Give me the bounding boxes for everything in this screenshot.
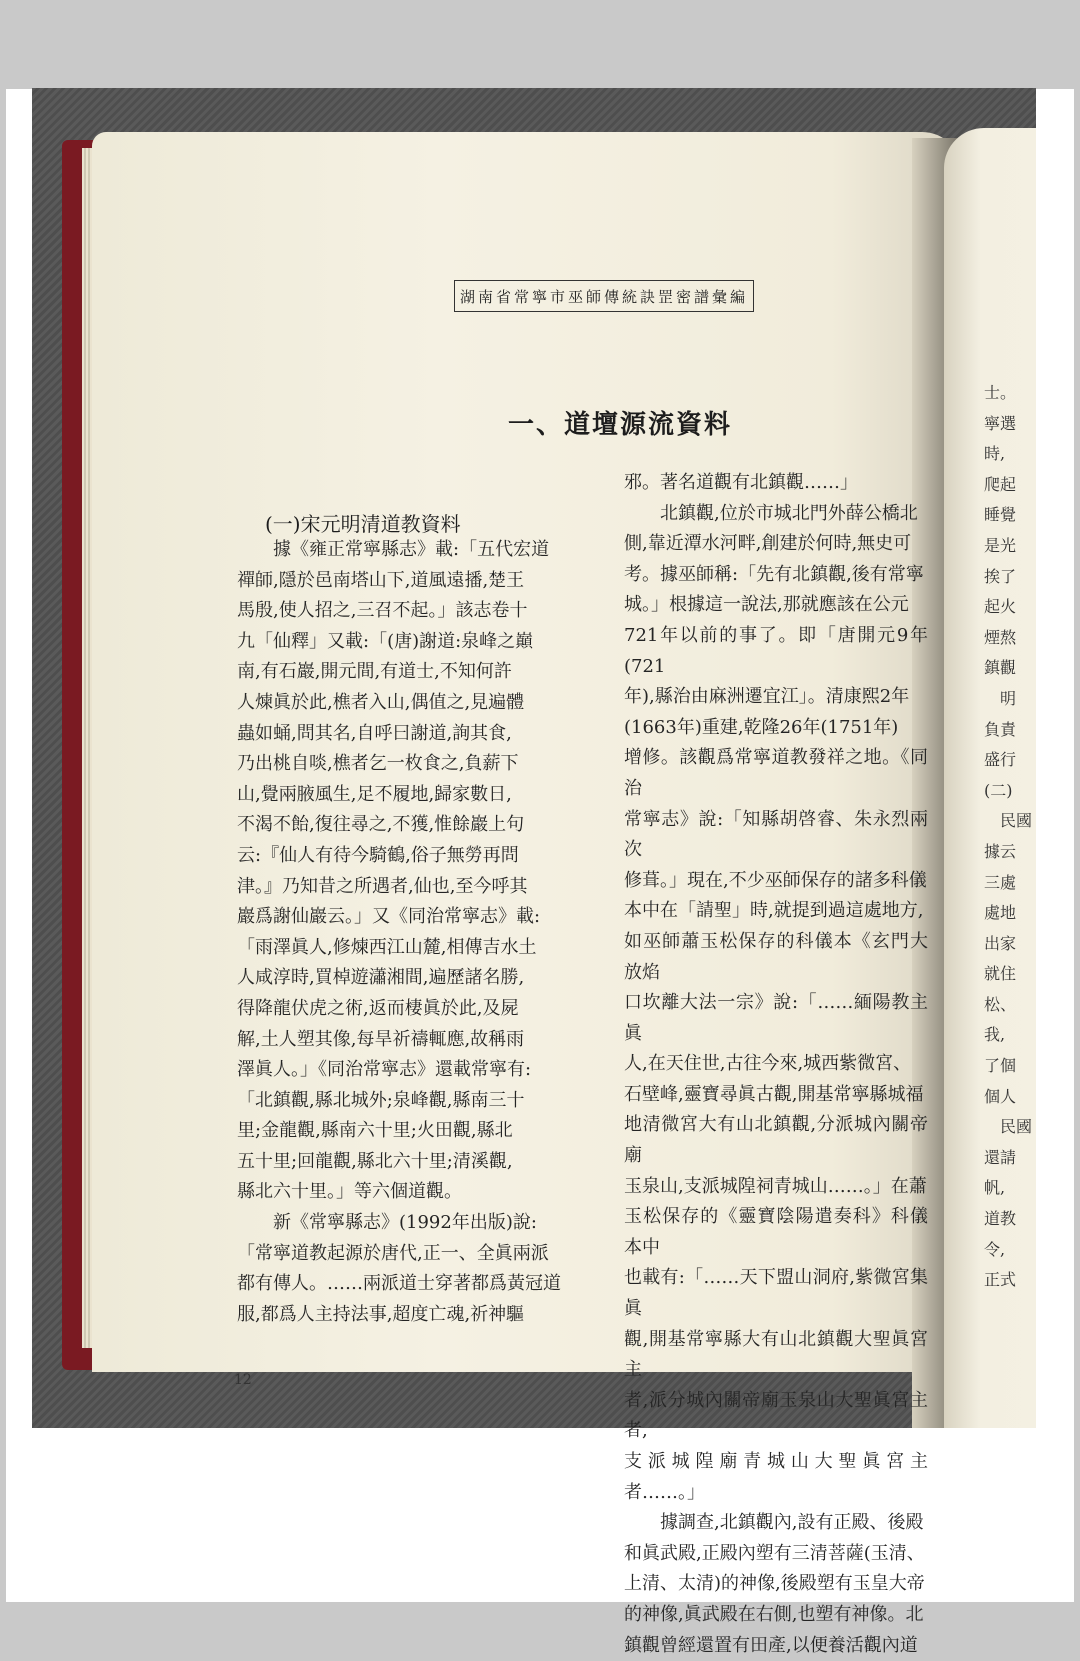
text-line: 馬殷,使人招之,三召不起。」該志卷十 — [237, 600, 528, 622]
text-line: 石壁峰,靈寶尋眞古觀,開基常寧縣城福 — [624, 1083, 924, 1105]
text-line: 721年以前的事了。即「唐開元9年(721 — [624, 624, 928, 677]
text-line: 縣北六十里。」等六個道觀。 — [237, 1181, 462, 1203]
text-line: 服,都爲人主持法事,超度亡魂,祈神驅 — [237, 1303, 525, 1325]
text-line: 蟲如蛹,問其名,自呼曰謝道,詢其食, — [237, 722, 512, 744]
text-line: 地清微宮大有山北鎮觀,分派城內關帝廟 — [624, 1114, 928, 1167]
text-line: 年),縣治由麻洲遷宜江」。清康熙2年 — [624, 686, 910, 708]
text-line: 山,覺兩腋風生,足不履地,歸家數日, — [237, 783, 512, 805]
text-line: 人咸淳時,買棹遊瀟湘間,遍歷諸名勝, — [237, 967, 525, 989]
text-line: 不渴不飴,復往尋之,不獲,惟餘巖上句 — [237, 814, 525, 836]
text-line: 南,有石巖,開元間,有道士,不知何許 — [237, 661, 512, 683]
page-number: 12 — [234, 1372, 252, 1388]
text-line: 和眞武殿,正殿內塑有三清菩薩(玉清、 — [624, 1542, 925, 1564]
fragment-line: 鎮觀 — [984, 658, 1017, 678]
text-line: 解,土人塑其像,每旱祈禱輒應,故稱雨 — [237, 1028, 525, 1050]
fragment-line: 了個 — [984, 1056, 1017, 1076]
text-line: 津。』乃知昔之所遇者,仙也,至今呼其 — [237, 875, 528, 897]
fragment-line: 處地 — [984, 903, 1017, 923]
next-page-fragment — [984, 378, 1036, 1418]
fragment-line: 睡覺 — [984, 505, 1017, 525]
fragment-line: 松、 — [984, 994, 1017, 1014]
text-line: 據《雍正常寧縣志》載:「五代宏道 — [237, 539, 550, 560]
text-line: 增修。該觀爲常寧道教發祥之地。《同治 — [624, 747, 928, 799]
text-line: 的神像,眞武殿在右側,也塑有神像。北 — [624, 1603, 924, 1625]
fragment-line: 民國 — [984, 1117, 1033, 1137]
fragment-line: 還請 — [984, 1147, 1017, 1167]
text-line: 新《常寧縣志》(1992年出版)說: — [237, 1212, 537, 1234]
text-line: 禪師,隱於邑南塔山下,道風遠播,楚王 — [237, 569, 525, 591]
fragment-line: 起火 — [984, 597, 1017, 617]
chapter-title: 一、道壇源流資料 — [508, 410, 733, 440]
text-line: 里;金龍觀,縣南六十里;火田觀,縣北 — [237, 1120, 513, 1142]
text-line: 口坎離大法一宗》說:「……緬陽教主眞 — [624, 992, 928, 1044]
fragment-line: 爬起 — [984, 474, 1017, 494]
text-line: 玉泉山,支派城隍祠青城山……。」在蕭 — [624, 1175, 927, 1197]
fragment-line: 個人 — [984, 1086, 1017, 1106]
fragment-line: 據云 — [984, 841, 1017, 861]
fragment-line: 正式 — [984, 1270, 1017, 1290]
text-line: 側,靠近潭水河畔,創建於何時,無史可 — [624, 533, 912, 555]
fragment-line: 民國 — [984, 811, 1033, 831]
fragment-line: 帆, — [984, 1178, 1006, 1198]
text-line: 支派城隍廟青城山大聖眞宮主者……。」 — [624, 1451, 928, 1503]
fragment-line: 我, — [984, 1025, 1006, 1045]
text-line: 人,在天住世,古往今來,城西紫微宮、 — [624, 1053, 912, 1075]
text-line: 觀,開基常寧縣大有山北鎮觀大聖眞宮主 — [624, 1328, 928, 1381]
text-line: 據調查,北鎮觀內,設有正殿、後殿 — [624, 1512, 924, 1534]
text-line: (1663年)重建,乾隆26年(1751年) — [624, 716, 899, 738]
text-line: 「雨澤眞人,修煉西江山麓,相傳吉水土 — [237, 936, 537, 958]
fragment-line: 明 — [984, 688, 1017, 708]
text-line: 鎮觀曾經還置有田產,以便養活觀內道 — [624, 1634, 918, 1656]
text-line: 五十里;回龍觀,縣北六十里;清溪觀, — [237, 1150, 513, 1172]
text-line: 上清、太清)的神像,後殿塑有玉皇大帝 — [624, 1573, 925, 1595]
fragment-line: 就住 — [984, 964, 1017, 984]
text-line: 常寧志》說:「知縣胡啓睿、朱永烈兩次 — [624, 808, 928, 861]
text-line: 北鎮觀,位於市城北門外薛公橋北 — [624, 502, 918, 524]
fragment-line: 士。 — [984, 383, 1017, 402]
right-text-column — [624, 468, 928, 1661]
text-line: 乃出桃自啖,樵者乞一枚食之,負薪下 — [237, 753, 519, 775]
fragment-line: 煙熬 — [984, 627, 1017, 647]
text-line: 都有傳人。……兩派道士穿著都爲黃冠道 — [237, 1273, 561, 1295]
text-line: 也載有:「……天下盟山洞府,紫微宮集眞 — [624, 1267, 928, 1320]
text-line: 人煉眞於此,樵者入山,偶值之,見遍體 — [237, 691, 525, 713]
text-line: 者,派分城內關帝廟玉泉山大聖眞宮主者, — [624, 1389, 928, 1442]
text-line: 如巫師蕭玉松保存的科儀本《玄門大放焰 — [624, 930, 928, 983]
text-line: 九「仙釋」又載:「(唐)謝道:泉峰之巔 — [237, 630, 534, 652]
fragment-line: 令, — [984, 1239, 1006, 1259]
text-line: 玉松保存的《靈寶陰陽遣奏科》科儀本中 — [624, 1206, 928, 1258]
text-line: 「北鎮觀,縣北城外;泉峰觀,縣南三十 — [237, 1089, 525, 1111]
text-line: 邪。著名道觀有北鎮觀……」 — [624, 472, 858, 493]
text-line: 修葺。」現在,不少巫師保存的諸多科儀 — [624, 869, 927, 891]
fragment-line: 時, — [984, 444, 1006, 464]
text-line: 城。」根據這一說法,那就應該在公元 — [624, 594, 909, 616]
fragment-line: 負責 — [984, 719, 1017, 739]
text-line: 本中在「請聖」時,就提到過這處地方, — [624, 900, 924, 922]
text-line: 「常寧道教起源於唐代,正一、全眞兩派 — [237, 1242, 549, 1264]
fragment-line: 挨了 — [984, 566, 1017, 586]
text-line: 巖爲謝仙巖云。」又《同治常寧志》載: — [237, 906, 541, 928]
text-line: 得降龍伏虎之術,返而棲眞於此,及屍 — [237, 997, 519, 1019]
fragment-line: 寧選 — [984, 413, 1017, 433]
left-text-column — [237, 535, 565, 1330]
fragment-line: 道教 — [984, 1209, 1017, 1229]
text-line: 考。據巫師稱:「先有北鎮觀,後有常寧 — [624, 563, 924, 585]
text-line: 云:『仙人有待今騎鶴,俗子無勞再問 — [237, 844, 519, 866]
text-line: 澤眞人。」《同治常寧志》還載常寧有: — [237, 1059, 532, 1081]
fragment-line: 盛行 — [984, 750, 1017, 770]
fragment-line: 出家 — [984, 933, 1017, 953]
section-title: (一)宋元明清道教資料 — [265, 512, 461, 536]
fragment-line: (二) — [984, 780, 1013, 800]
running-header: 湖南省常寧市巫師傳統訣罡密譜彙編 — [454, 280, 754, 312]
fragment-line: 是光 — [984, 535, 1017, 555]
fragment-line: 三處 — [984, 872, 1017, 892]
